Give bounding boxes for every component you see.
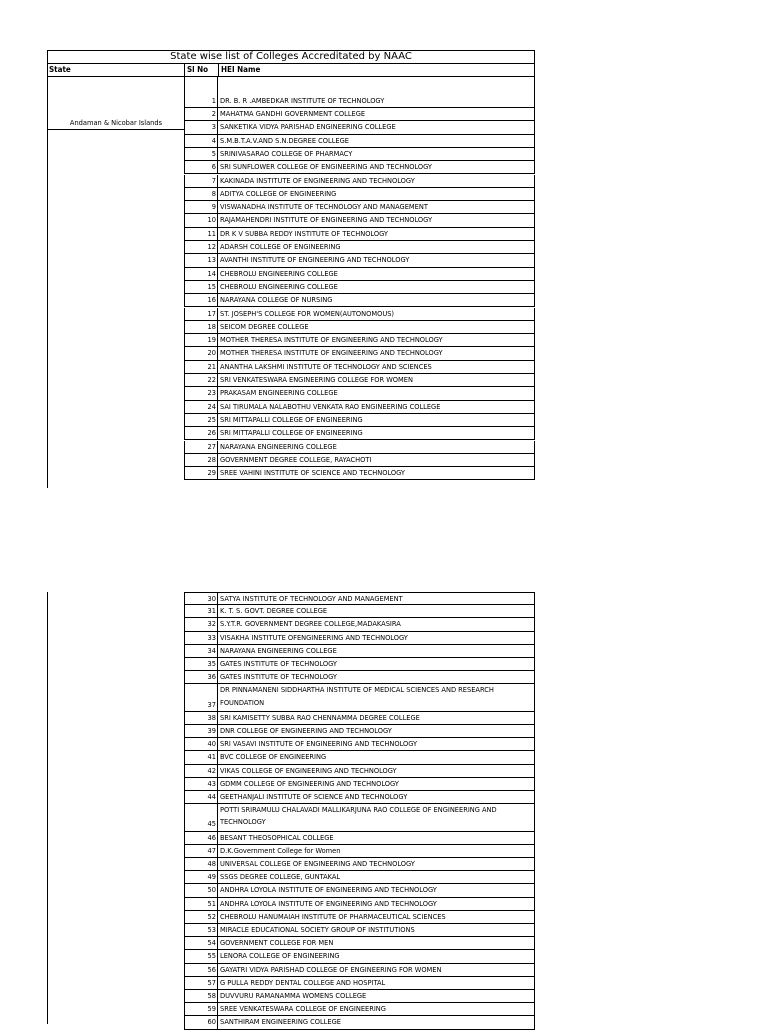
hei-name-cell: DNR COLLEGE OF ENGINEERING AND TECHNOLOGY (220, 726, 392, 735)
table-row (184, 592, 535, 605)
hei-name-cell: SRI SUNFLOWER COLLEGE OF ENGINEERING AND TECHNOLOGY (220, 162, 432, 172)
table-row (184, 268, 535, 281)
table-row (184, 77, 535, 108)
table-row (184, 605, 535, 618)
sl-no-cell: 5 (185, 148, 218, 160)
hei-name-cell: BESANT THEOSOPHICAL COLLEGE (220, 832, 334, 842)
sl-no-cell: 58 (185, 990, 218, 1002)
table-row (184, 911, 535, 924)
sl-no-cell: 24 (185, 401, 218, 413)
hei-name-cell: DR K V SUBBA REDDY INSTITUTE OF TECHNOLOGY (220, 228, 388, 238)
table-row (184, 898, 535, 911)
hei-name-cell: SRI VENKATESWARA ENGINEERING COLLEGE FOR WOMEN (220, 375, 413, 384)
table-row (184, 977, 535, 990)
hei-name-cell: RAJAMAHENDRI INSTITUTE OF ENGINEERING AND TECHNOLOGY (220, 215, 433, 225)
sl-no-cell: 3 (185, 121, 218, 133)
table-row (184, 214, 535, 227)
table-row (184, 884, 535, 897)
state-label: Andaman & Nicobar Islands (69, 118, 163, 127)
hei-name-cell: SRI KAMISETTY SUBBA RAO CHENNAMMA DEGREE COLLEGE (220, 712, 420, 722)
table-row (184, 990, 535, 1003)
table-row (184, 401, 535, 414)
hei-name-cell: GATES INSTITUTE OF TECHNOLOGY (220, 659, 337, 668)
table-row (184, 387, 535, 400)
table-row (184, 871, 535, 884)
hei-name-cell: ST. JOSEPH'S COLLEGE FOR WOMEN(AUTONOMOUS) (220, 308, 395, 318)
sl-no-cell: 7 (185, 175, 218, 187)
table-row (184, 1016, 535, 1029)
sl-no-cell: 20 (185, 347, 218, 359)
table-row (184, 441, 535, 454)
sl-no-cell: 15 (185, 281, 218, 293)
header-hei-name: HEI Name (218, 64, 534, 76)
hei-name-cell: GOVERNMENT COLLEGE FOR MEN (220, 938, 334, 948)
sl-no-cell: 51 (185, 898, 218, 910)
table-row (184, 618, 535, 631)
hei-name-cell: KAKINADA INSTITUTE OF ENGINEERING AND TECHNOLOGY (220, 175, 415, 185)
sl-no-cell: 55 (185, 950, 218, 962)
table-row (184, 832, 535, 845)
sl-no-cell: 30 (185, 593, 218, 604)
hei-name-cell: BVC COLLEGE OF ENGINEERING (220, 752, 327, 762)
table-row (184, 188, 535, 201)
table-row (184, 254, 535, 267)
sl-no-cell: 36 (185, 671, 218, 683)
table-row (184, 937, 535, 950)
sl-no-cell: 34 (185, 645, 218, 657)
hei-name-cell: MAHATMA GANDHI GOVERNMENT COLLEGE (220, 109, 366, 118)
hei-name-cell: G PULLA REDDY DENTAL COLLEGE AND HOSPITAL (220, 977, 386, 987)
table-row (184, 361, 535, 374)
sl-no-cell: 44 (185, 791, 218, 803)
sl-no-cell: 41 (185, 751, 218, 763)
sl-no-cell: 10 (185, 214, 218, 226)
hei-name-cell: DUVVURU RAMANAMMA WOMENS COLLEGE (220, 991, 367, 1000)
hei-name-cell: SAI TIRUMALA NALABOTHU VENKATA RAO ENGINEERING COLLEGE (220, 401, 441, 411)
hei-name-cell: DR. B. R .AMBEDKAR INSTITUTE OF TECHNOLOGY (220, 95, 385, 105)
sl-no-cell: 27 (185, 441, 218, 453)
table-row (184, 924, 535, 937)
sl-no-cell: 26 (185, 427, 218, 439)
hei-name-cell: SRI MITTAPALLI COLLEGE OF ENGINEERING (220, 428, 363, 438)
state-cell (48, 77, 185, 130)
table-row (184, 738, 535, 751)
table-row (184, 751, 535, 764)
table-row (184, 454, 535, 467)
table-row (184, 671, 535, 684)
hei-name-cell: SRI VASAVI INSTITUTE OF ENGINEERING AND TECHNOLOGY (220, 739, 418, 749)
hei-name-cell: SEICOM DEGREE COLLEGE (220, 321, 309, 331)
hei-name-cell: VIKAS COLLEGE OF ENGINEERING AND TECHNOLOGY (220, 765, 397, 775)
table-header (47, 64, 535, 77)
table-row (184, 414, 535, 427)
sl-no-cell: 11 (185, 228, 218, 240)
sl-no-cell: 47 (185, 845, 218, 857)
table-row (184, 374, 535, 387)
table-row (184, 658, 535, 671)
hei-name-cell: NARAYANA COLLEGE OF NURSING (220, 295, 333, 305)
sl-no-cell: 60 (185, 1016, 218, 1028)
table-row (184, 148, 535, 161)
table-row (184, 1003, 535, 1016)
hei-name-cell: VISWANADHA INSTITUTE OF TECHNOLOGY AND MANAGEMENT (220, 202, 428, 212)
table-row (184, 347, 535, 360)
hei-name-cell: VISAKHA INSTITUTE OFENGINEERING AND TECHNOLOGY (220, 632, 408, 642)
sl-no-cell: 46 (185, 832, 218, 844)
hei-name-cell: GDMM COLLEGE OF ENGINEERING AND TECHNOLOGY (220, 778, 399, 788)
hei-name-cell: S.M.B.T.A.V.AND S.N.DEGREE COLLEGE (220, 135, 349, 145)
hei-name-cell: GAYATRI VIDYA PARISHAD COLLEGE OF ENGINEERING FOR WOMEN (220, 964, 442, 974)
sl-no-cell: 29 (185, 467, 218, 479)
sl-no-cell: 23 (185, 387, 218, 399)
hei-name-cell: CHEBROLU HANUMAIAH INSTITUTE OF PHARMACEUTICAL SCIENCES (220, 911, 446, 921)
table-row (184, 845, 535, 858)
state-column-section1 (47, 77, 185, 488)
hei-name-cell: PRAKASAM ENGINEERING COLLEGE (220, 388, 338, 398)
hei-name-cell: SANKETIKA VIDYA PARISHAD ENGINEERING COLLEGE (220, 122, 396, 132)
sl-no-cell: 56 (185, 964, 218, 976)
sl-no-cell: 17 (185, 308, 218, 320)
table-title: State wise list of Colleges Accreditated by NAAC (47, 50, 535, 64)
hei-name-cell: SSGS DEGREE COLLEGE, GUNTAKAL (220, 872, 341, 882)
table-row (184, 725, 535, 738)
table-row (184, 712, 535, 725)
sl-no-cell: 52 (185, 911, 218, 923)
sl-no-cell: 39 (185, 725, 218, 737)
table-row (184, 321, 535, 334)
hei-name-cell: SATYA INSTITUTE OF TECHNOLOGY AND MANAGEMENT (220, 594, 403, 603)
header-sl-no: Sl No (184, 64, 218, 76)
sl-no-cell: 22 (185, 374, 218, 386)
hei-name-cell: CHEBROLU ENGINEERING COLLEGE (220, 268, 338, 278)
table-row (184, 308, 535, 321)
hei-name-cell: GOVERNMENT DEGREE COLLEGE, RAYACHOTI (220, 454, 372, 464)
sl-no-cell: 25 (185, 414, 218, 426)
hei-name-cell: ANDHRA LOYOLA INSTITUTE OF ENGINEERING AND TECHNOLOGY (220, 898, 437, 908)
sl-no-cell: 32 (185, 618, 218, 630)
hei-name-cell: SREE VENKATESWARA COLLEGE OF ENGINEERING (220, 1004, 386, 1014)
sl-no-cell: 33 (185, 632, 218, 644)
sl-no-cell: 53 (185, 924, 218, 936)
sl-no-cell: 8 (185, 188, 218, 200)
table-row (184, 804, 535, 831)
hei-name-cell: D.K.Government College for Women (220, 845, 341, 855)
sl-no-cell: 42 (185, 765, 218, 777)
table-row (184, 241, 535, 254)
hei-name-cell: SREE VAHINI INSTITUTE OF SCIENCE AND TECHNOLOGY (220, 468, 405, 478)
table-row (184, 281, 535, 294)
table-row (184, 201, 535, 214)
sl-no-cell: 12 (185, 241, 218, 253)
table-row (184, 175, 535, 188)
table-row (184, 334, 535, 347)
table-row (184, 467, 535, 480)
hei-name-cell: ANANTHA LAKSHMI INSTITUTE OF TECHNOLOGY AND SCIENCES (220, 361, 432, 371)
sl-no-cell: 45 (185, 804, 218, 830)
sl-no-cell: 4 (185, 135, 218, 147)
sl-no-cell: 14 (185, 268, 218, 280)
sl-no-cell: 18 (185, 321, 218, 333)
hei-name-cell: ANDHRA LOYOLA INSTITUTE OF ENGINEERING AND TECHNOLOGY (220, 885, 437, 895)
table-row (184, 791, 535, 804)
sl-no-cell: 35 (185, 658, 218, 670)
header-state: State (49, 65, 71, 74)
hei-name-cell: POTTI SRIRAMULU CHALAVADI MALLIKARJUNA RAO COLLEGE OF ENGINEERING AND TECHNOLOGY (220, 805, 497, 827)
sl-no-cell: 2 (185, 108, 218, 120)
hei-name-cell: NARAYANA ENGINEERING COLLEGE (220, 441, 337, 451)
table-row (184, 427, 535, 440)
hei-name-cell: AVANTHI INSTITUTE OF ENGINEERING AND TECHNOLOGY (220, 255, 410, 265)
sl-no-cell: 38 (185, 712, 218, 724)
table-row (184, 108, 535, 121)
state-column-section2 (47, 592, 185, 1024)
sl-no-cell: 54 (185, 937, 218, 949)
hei-name-cell: LENORA COLLEGE OF ENGINEERING (220, 951, 340, 961)
table-row (184, 632, 535, 645)
sl-no-cell: 59 (185, 1003, 218, 1015)
table-row (184, 645, 535, 658)
hei-name-cell: MOTHER THERESA INSTITUTE OF ENGINEERING AND TECHNOLOGY (220, 348, 443, 358)
hei-name-cell: S.Y.T.R. GOVERNMENT DEGREE COLLEGE,MADAKASIRA (220, 619, 401, 629)
hei-name-cell: SANTHIRAM ENGINEERING COLLEGE (220, 1017, 341, 1027)
table-row (184, 950, 535, 963)
hei-name-cell: SRI MITTAPALLI COLLEGE OF ENGINEERING (220, 414, 363, 424)
hei-name-cell: NARAYANA ENGINEERING COLLEGE (220, 645, 337, 655)
table-row (184, 121, 535, 134)
hei-name-cell: DR PINNAMANENI SIDDHARTHA INSTITUTE OF MEDICAL SCIENCES AND RESEARCH FOUNDATION (220, 685, 494, 707)
hei-name-cell: CHEBROLU ENGINEERING COLLEGE (220, 281, 338, 291)
sl-no-cell: 40 (185, 738, 218, 750)
table-row (184, 294, 535, 307)
sl-no-cell: 43 (185, 778, 218, 790)
table-row (184, 765, 535, 778)
hei-name-cell: GEETHANJALI INSTITUTE OF SCIENCE AND TECHNOLOGY (220, 792, 408, 801)
sl-no-cell: 49 (185, 871, 218, 883)
hei-name-cell: ADITYA COLLEGE OF ENGINEERING (220, 188, 337, 198)
hei-name-cell: GATES INSTITUTE OF TECHNOLOGY (220, 672, 337, 682)
sl-no-cell: 37 (185, 684, 218, 710)
hei-name-cell: MOTHER THERESA INSTITUTE OF ENGINEERING AND TECHNOLOGY (220, 335, 443, 345)
sl-no-cell: 13 (185, 254, 218, 266)
sl-no-cell: 21 (185, 361, 218, 373)
hei-name-cell: ADARSH COLLEGE OF ENGINEERING (220, 242, 341, 251)
table-row (184, 778, 535, 791)
table-row (184, 135, 535, 148)
table-row (184, 684, 535, 711)
sl-no-cell: 19 (185, 334, 218, 346)
sl-no-cell: 57 (185, 977, 218, 989)
sl-no-cell: 28 (185, 454, 218, 466)
sl-no-cell: 48 (185, 858, 218, 870)
table-row (184, 228, 535, 241)
sl-no-cell: 9 (185, 201, 218, 213)
hei-name-cell: MIRACLE EDUCATIONAL SOCIETY GROUP OF INSTITUTIONS (220, 925, 415, 934)
sl-no-cell: 31 (185, 605, 218, 617)
table-row (184, 964, 535, 977)
hei-name-cell: UNIVERSAL COLLEGE OF ENGINEERING AND TECHNOLOGY (220, 859, 415, 868)
hei-name-cell: SRINIVASARAO COLLEGE OF PHARMACY (220, 148, 353, 158)
sl-no-cell: 1 (185, 77, 218, 107)
hei-name-cell: K. T. S. GOVT. DEGREE COLLEGE (220, 606, 328, 616)
sl-no-cell: 16 (185, 294, 218, 306)
table-row (184, 161, 535, 174)
table-row (184, 858, 535, 871)
sl-no-cell: 6 (185, 161, 218, 173)
sl-no-cell: 50 (185, 884, 218, 896)
